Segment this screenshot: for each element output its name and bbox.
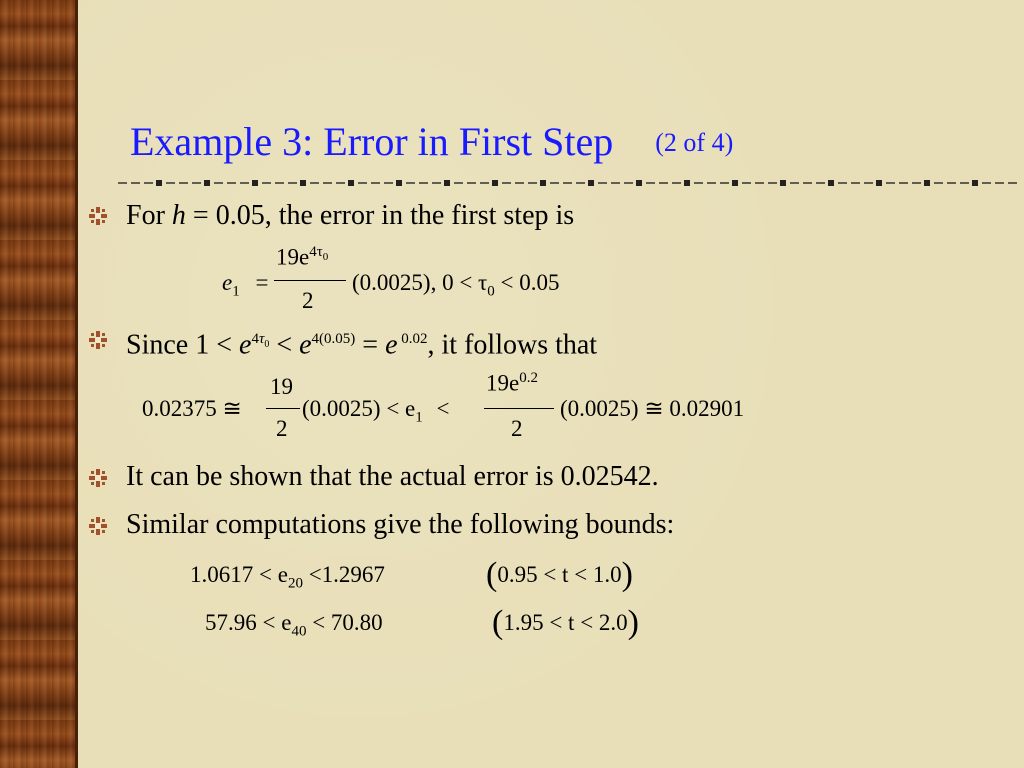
bound-e40: $57.96 < e_{40} < 70.80$ <box>205 610 383 640</box>
slide-title <box>130 118 733 167</box>
title-divider <box>118 176 1018 190</box>
bullet-icon <box>88 468 108 488</box>
bound-range-1: (0.95 < t < 1.0) <box>486 556 633 593</box>
bullet-icon <box>88 206 108 226</box>
bound-range-2: (1.95 < t < 2.0) <box>492 604 639 641</box>
slide-title-sub: (2 of 4) <box>655 128 734 157</box>
bullet-2-text: Since $1 < e^{4\tau_0} < e^{4(0.05)} = e$ $^{0.02}$, it follows that <box>126 329 598 361</box>
slide-title-main: Example 3: Error in First Step <box>130 119 614 164</box>
bullet-4-text: Similar computations give the following bounds: <box>126 509 675 540</box>
bound-e20: $1.0617 < e_{20} <1.2967$ <box>190 562 385 592</box>
wood-grain-border <box>0 0 78 768</box>
bullet-icon <box>88 516 108 536</box>
slide-background <box>78 0 1024 768</box>
bullet-3-text: It can be shown that the actual error is 0.02542. <box>126 461 659 492</box>
bullet-1-text: For h = 0.05, the error in the first step is <box>126 200 575 231</box>
bullet-icon <box>88 330 108 350</box>
